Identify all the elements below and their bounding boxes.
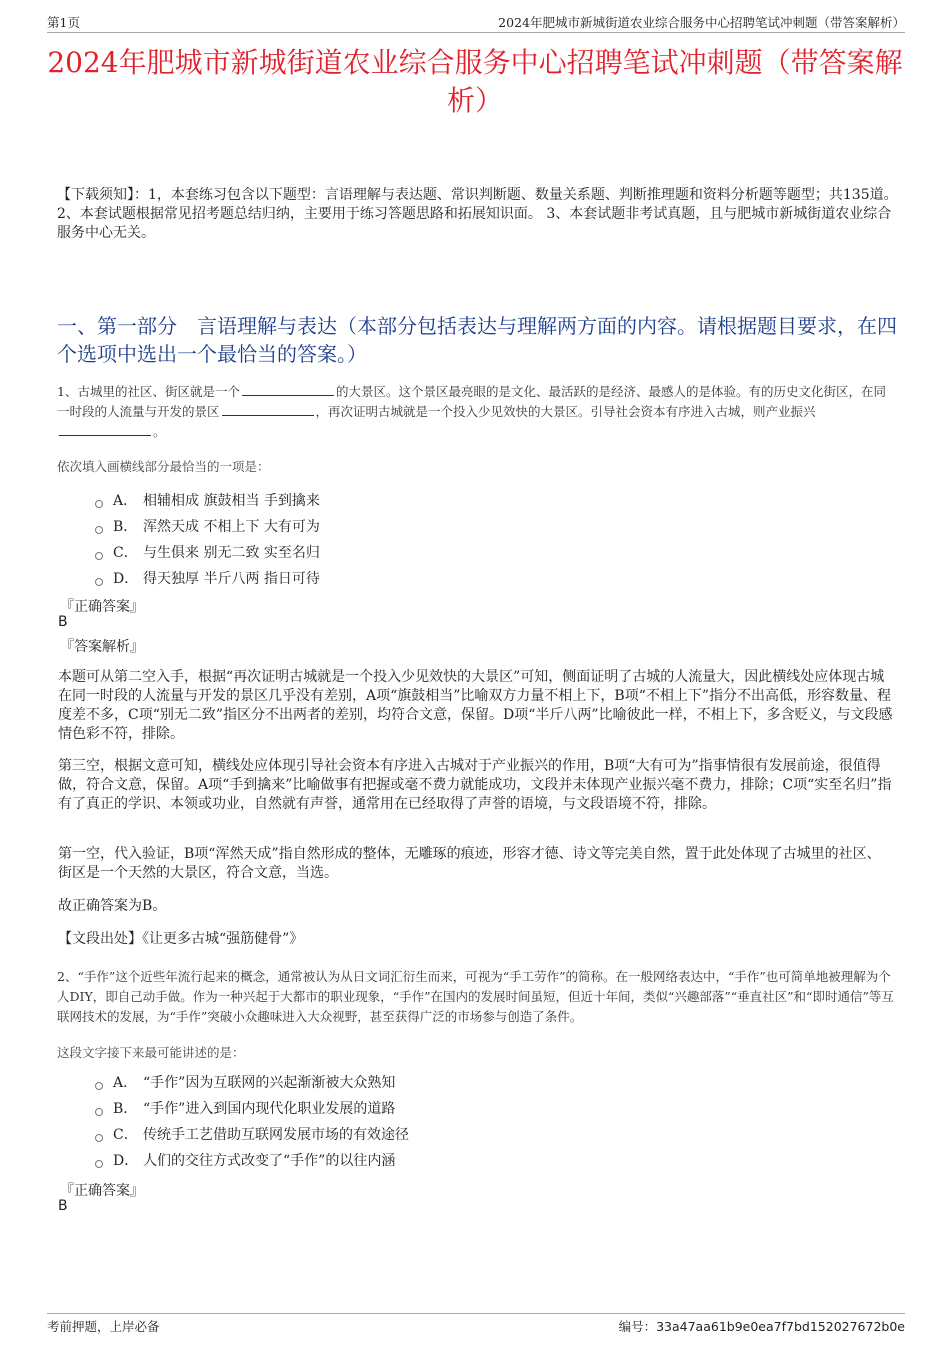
q2-option-a[interactable]: A． “手作”因为互联网的兴起渐渐被大众熟知 <box>95 1073 395 1093</box>
q2-option-c[interactable]: C． 传统手工艺借助互联网发展市场的有效途径 <box>95 1125 409 1145</box>
radio-icon[interactable] <box>95 526 103 534</box>
radio-icon[interactable] <box>95 1160 103 1168</box>
q1-analysis-paragraph: 本题可从第二空入手，根据“再次证明古城就是一个投入少见效快的大景区”可知，侧面证明了古城的人流量大，因此横线处应体现古城在同一时段的人流量与开发的景区几乎没有差别，A项“旗鼓相当”比喻双方力量不相上下，B项“不相上下”指分不出高低，形容数量、程度差不多，C项“别无二致”指区分不出两者的差别，均符合文意，保留。D项“半斤八两”比喻彼此一样，不相上下，多含贬义，与文段感情色彩不符，排除。 <box>58 669 893 742</box>
radio-icon[interactable] <box>95 1108 103 1116</box>
question-1-stem: 1、古城里的社区、街区就是一个 的大景区。这个景区最亮眼的是文化、最活跃的是经济、最感人的是体验。有的历史文化街区，在同一时段的人流量与开发的景区 ，再次证明古城就是一个投入少见效快的大景区。引导社会资本有序进入古城，则产业振兴。 <box>57 384 886 439</box>
radio-icon[interactable] <box>95 552 103 560</box>
q1-analysis-paragraph: 第三空，根据文意可知，横线处应体现引导社会资本有序进入古城对于产业振兴的作用，B项“大有可为”指事情很有发展前途，很值得做，符合文意，保留。A项“手到擒来”比喻做事有把握或毫不费力就能成功，文段并未体现产业振兴毫不费力，排除；C项“实至名归”指有了真正的学识、本领或功业，自然就有声誉，通常用在已经取得了声誉的语境，与文段语境不符，排除。 <box>58 758 892 812</box>
question-1-prompt: 依次填入画横线部分最恰当的一项是： <box>57 459 270 474</box>
q1-source: 【文段出处】《让更多古城“强筋健骨”》 <box>58 931 304 947</box>
q1-conclusion: 故正确答案为B。 <box>58 898 167 914</box>
q1-analysis-label: 『答案解析』 <box>60 639 144 655</box>
page-number: 第1页 <box>47 15 80 30</box>
radio-icon[interactable] <box>95 1082 103 1090</box>
download-notice: 【下载须知】：1，本套练习包含以下题型：言语理解与表达题、常识判断题、数量关系题、判断推理题和资料分析题等题型；共135道。 2、本套试题根据常见招考题总结归纳，主要用于练习答题思路和拓展知识面。 3、本套试题非考试真题，且与肥城市新城街道农业综合服务中心无关。 <box>57 187 898 241</box>
blank-1 <box>242 383 334 396</box>
page-header <box>47 10 905 33</box>
q1-answer-label: 『正确答案』 <box>60 599 144 615</box>
q1-option-b[interactable]: B． 浑然天成 不相上下 大有可为 <box>95 517 320 537</box>
q1-option-c[interactable]: C． 与生俱来 别无二致 实至名归 <box>95 543 320 563</box>
q2-answer: B <box>58 1198 68 1214</box>
question-2-stem: 2、“手作”这个近些年流行起来的概念，通常被认为从日文词汇衍生而来，可视为“手工劳作”的简称。在一般网络表达中，“手作”也可简单地被理解为个人DIY，即自己动手做。作为一种兴起于大都市的职业现象，“手作”在国内的发展时间虽短，但近十年间，类似“兴趣部落”“垂直社区”和“即时通信”等互联网技术的发展，为“手作”突破小众趣味进入大众视野，甚至获得广泛的市场参与创造了条件。 <box>57 969 894 1024</box>
radio-icon[interactable] <box>95 578 103 586</box>
q2-option-b[interactable]: B． “手作”进入到国内现代化职业发展的道路 <box>95 1099 395 1119</box>
q1-option-d[interactable]: D． 得天独厚 半斤八两 指日可待 <box>95 569 320 589</box>
q1-option-a[interactable]: A． 相辅相成 旗鼓相当 手到擒来 <box>95 491 320 511</box>
document-title: 2024年肥城市新城街道农业综合服务中心招聘笔试冲刺题（带答案解析） <box>47 46 903 117</box>
q2-option-d[interactable]: D． 人们的交往方式改变了“手作”的以往内涵 <box>95 1151 395 1171</box>
header-doc-title: 2024年肥城市新城街道农业综合服务中心招聘笔试冲刺题（带答案解析） <box>498 15 905 30</box>
footer-slogan: 考前押题，上岸必备 <box>47 1319 160 1334</box>
radio-icon[interactable] <box>95 500 103 508</box>
q1-analysis-paragraph: 第一空，代入验证，B项“浑然天成”指自然形成的整体，无雕琢的痕迹，形容才德、诗文等完美自然，置于此处体现了古城里的社区、街区是一个天然的大景区，符合文意，当选。 <box>58 846 881 881</box>
blank-2 <box>222 403 314 416</box>
blank-3 <box>59 423 151 436</box>
radio-icon[interactable] <box>95 1134 103 1142</box>
q2-answer-label: 『正确答案』 <box>60 1183 144 1199</box>
q1-answer: B <box>58 614 68 630</box>
section-heading: 一、第一部分 言语理解与表达（本部分包括表达与理解两方面的内容。请根据题目要求，在四个选项中选出一个最恰当的答案。） <box>57 314 897 366</box>
footer-code: 编号：33a47aa61b9e0ea7f7bd152027672b0e <box>618 1319 905 1334</box>
page-footer <box>47 1313 905 1342</box>
question-2-prompt: 这段文字接下来最可能讲述的是： <box>57 1045 245 1060</box>
